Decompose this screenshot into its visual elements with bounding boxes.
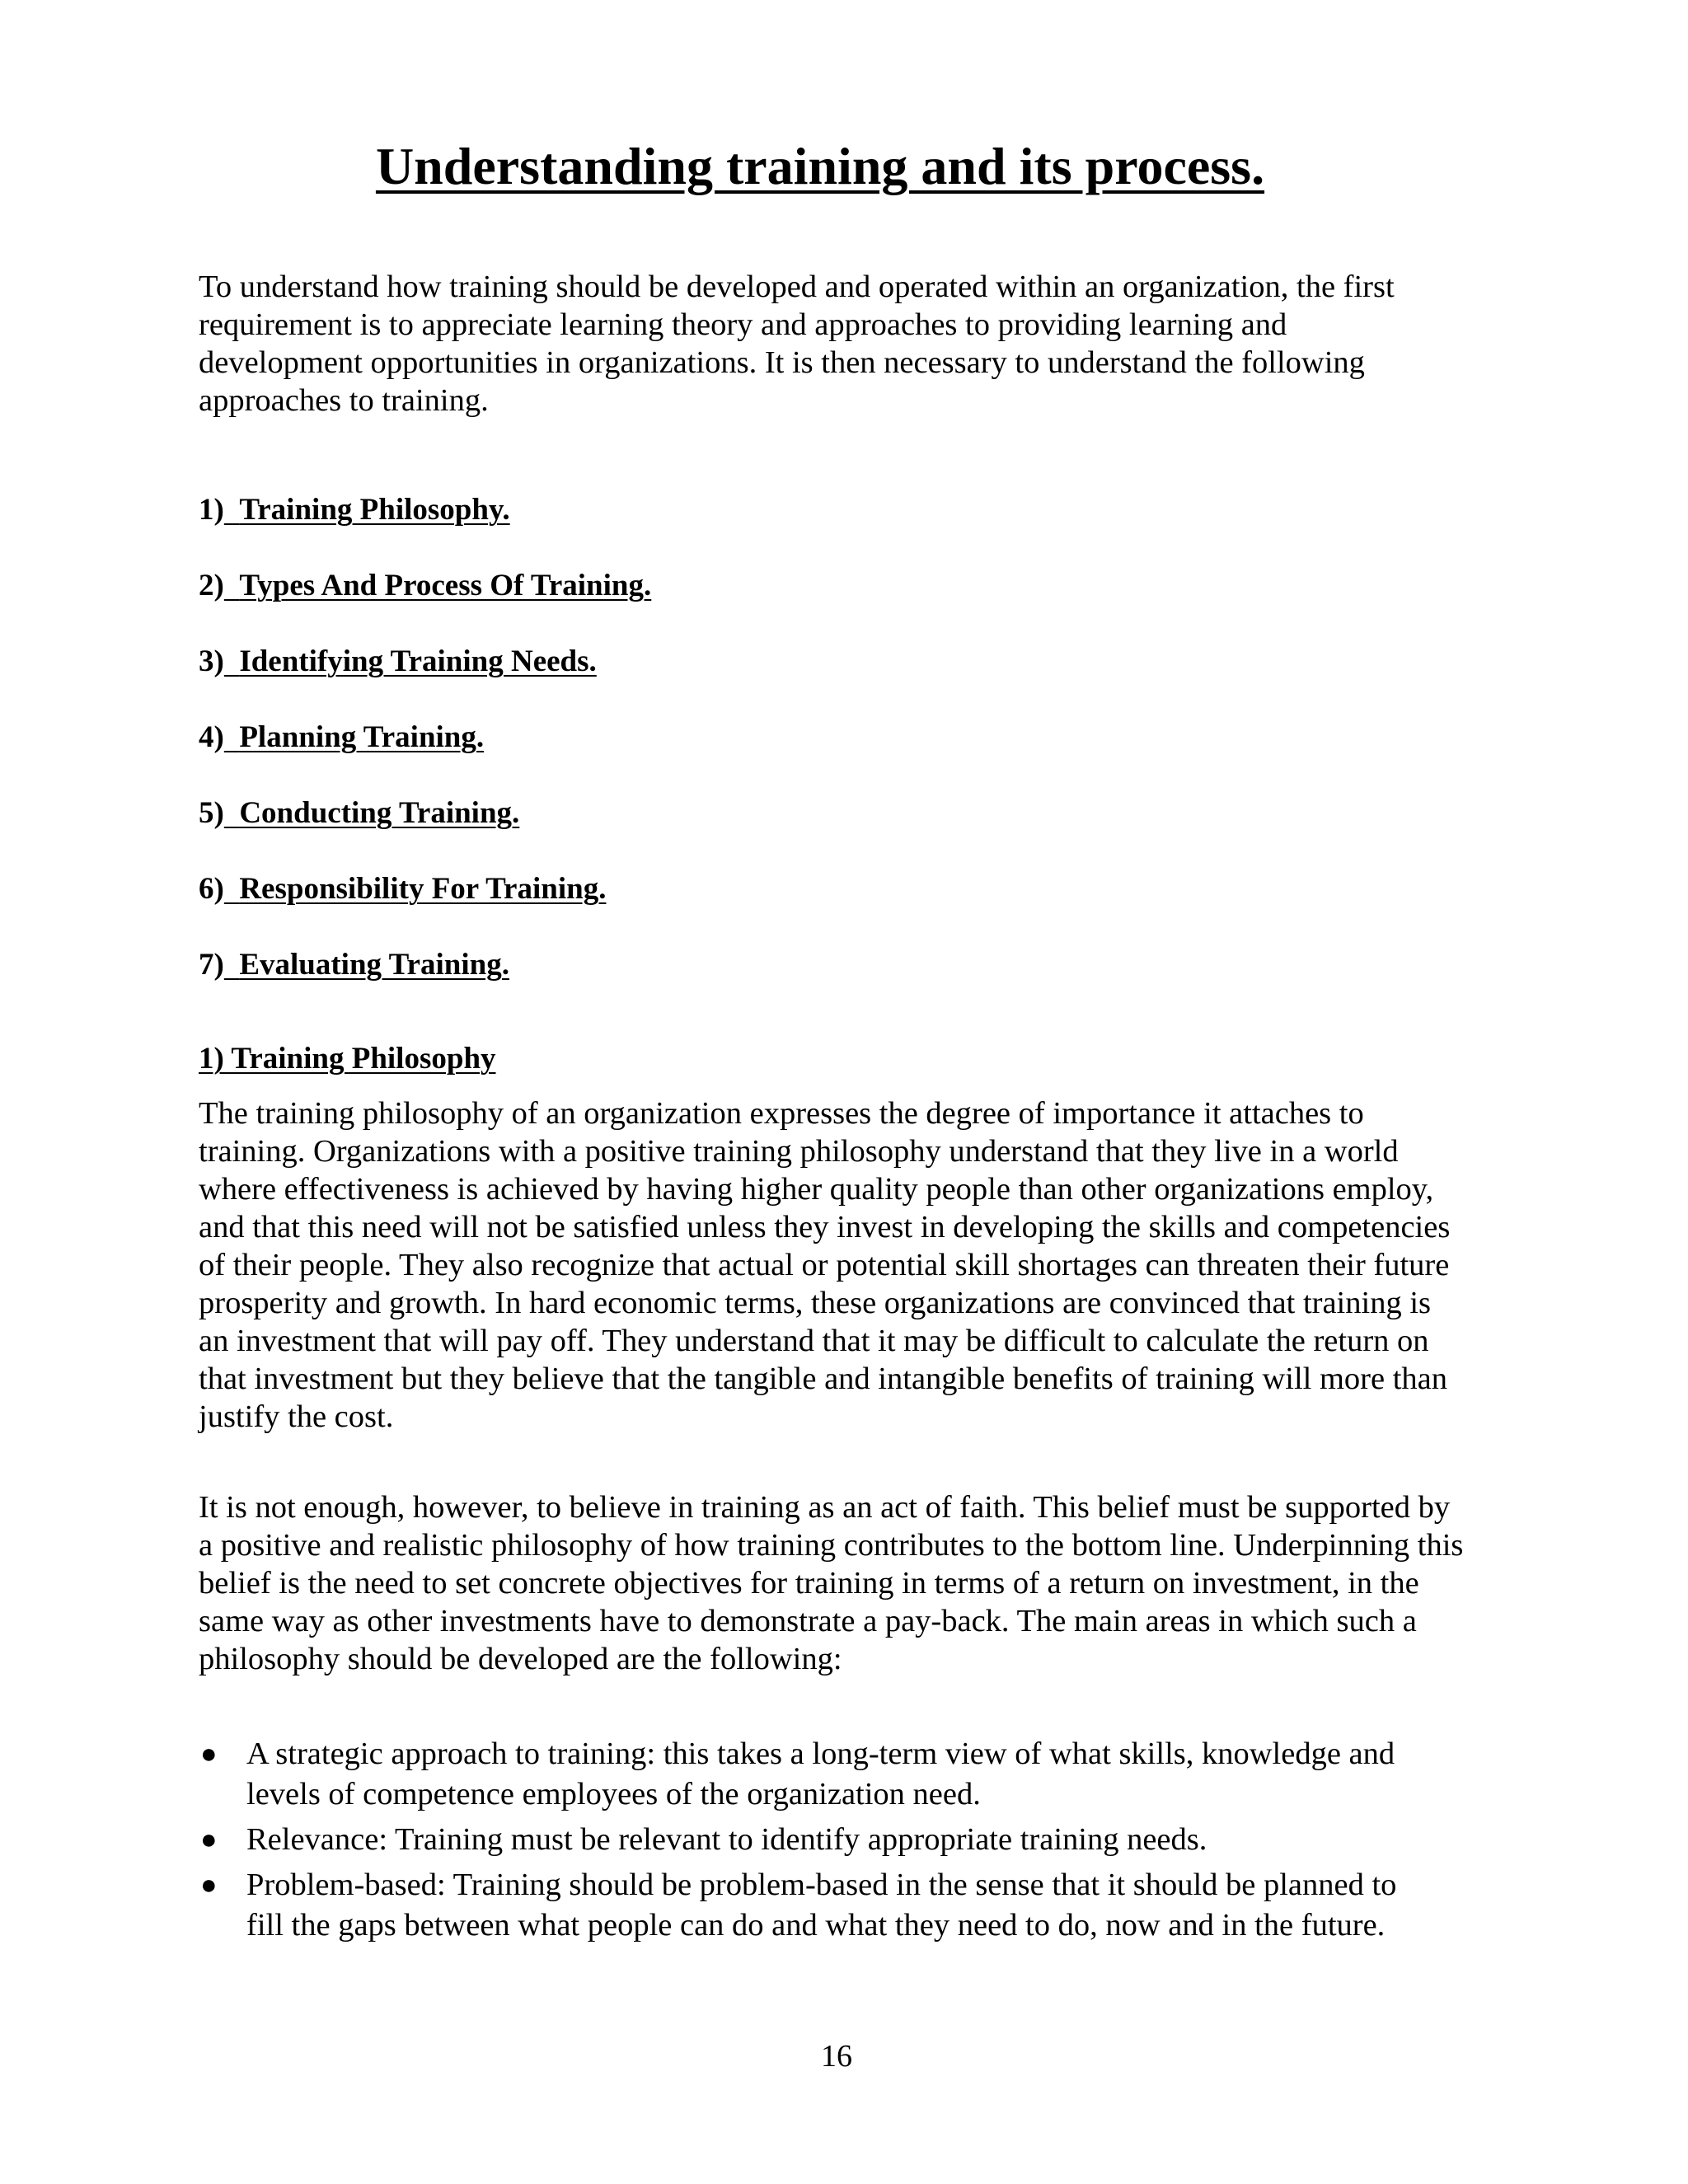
topic-label: Responsibility For Training. (239, 872, 607, 906)
bullet-item: ● A strategic approach to training: this takes a long-term view of what skills, knowledge and levels of competence employees of the organization need. (199, 1734, 1435, 1815)
page-title: Understanding training and its process. (375, 137, 1265, 195)
topic-label: Identifying Training Needs. (239, 644, 597, 678)
topic-label: Training Philosophy. (239, 493, 510, 527)
bullet-item: ● Problem-based: Training should be problem-based in the sense that it should be planned to fill the gaps between what people can do and what they need to do, now and in the future. (199, 1865, 1435, 1946)
topic-number: 5) (199, 796, 224, 830)
topic-item (199, 719, 651, 757)
topic-item (199, 870, 651, 908)
topic-item (199, 567, 651, 605)
intro-paragraph: To understand how training should be developed and operated within an organization, the first requirement is to appreciate learning theory and approaches to providing learning and development opportunities in organizations. It is then necessary to understand the following approaches to training. (199, 269, 1395, 418)
topic-number: 4) (199, 720, 224, 754)
body-paragraph: It is not enough, however, to believe in training as an act of faith. This belief must be supported by a positive and realistic philosophy of how training contributes to the bottom line. Underpinning this belief is the need to set concrete objectives for training in terms of a return on investment, in the same way as other investments have to demonstrate a pay-back. The main areas in which such a philosophy should be developed are the following: (199, 1490, 1464, 1676)
bullet-item: ● Relevance: Training must be relevant to identify appropriate training needs. (199, 1820, 1435, 1860)
topic-number: 3) (199, 644, 224, 678)
topic-label: Evaluating Training. (239, 948, 509, 982)
body-paragraph: The training philosophy of an organization expresses the degree of importance it attaches to training. Organizations with a positive training philosophy understand that they live in a world where effectiveness is achieved by having higher quality people than other organizations employ, and that this need will not be satisfied unless they invest in developing the skills and competencies of their people. They also recognize that actual or potential skill shortages can threaten their future prosperity and growth. In hard economic terms, these organizations are convinced that training is an investment that will pay off. They understand that it may be difficult to calculate the return on that investment but they believe that the tangible and intangible benefits of training will more than justify the cost. (199, 1096, 1451, 1434)
topic-label: Planning Training. (239, 720, 485, 754)
bullet-icon: ● (200, 1825, 218, 1855)
topic-number: 6) (199, 872, 224, 906)
bullet-icon: ● (200, 1739, 218, 1769)
topic-number: 2) (199, 569, 224, 602)
topic-number: 7) (199, 948, 224, 982)
topic-item (199, 794, 651, 832)
bullet-icon: ● (200, 1870, 218, 1900)
page-number: 16 (821, 2039, 852, 2074)
section-heading: 1) Training Philosophy (199, 1042, 496, 1076)
topic-item (199, 946, 651, 984)
topic-label: Types And Process Of Training. (239, 569, 652, 602)
topic-label: Conducting Training. (239, 796, 520, 830)
topics-list (199, 491, 651, 1022)
topic-number: 1) (199, 493, 224, 527)
bullet-list (199, 1734, 1435, 1951)
topic-item (199, 643, 651, 681)
topic-item (199, 491, 651, 529)
